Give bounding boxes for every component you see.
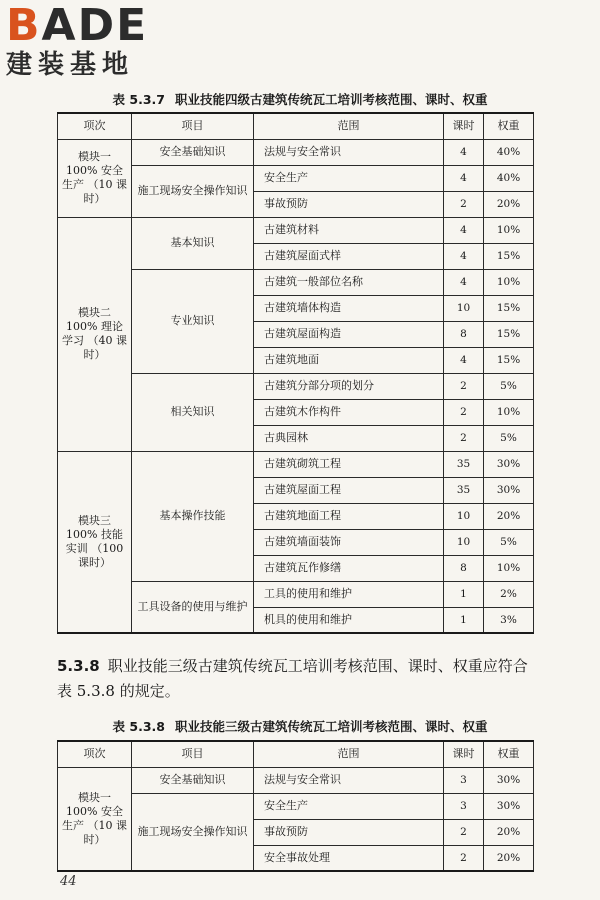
hours-cell: 2 [444,425,484,451]
hours-cell: 4 [444,243,484,269]
hours-cell: 3 [444,767,484,793]
weight-cell: 15% [484,243,534,269]
weight-cell: 2% [484,581,534,607]
weight-cell: 3% [484,607,534,633]
weight-cell: 40% [484,139,534,165]
range-cell: 古建筑地面 [254,347,444,373]
table2-caption [0,717,600,735]
hours-cell: 4 [444,347,484,373]
table2-number: 表 5.3.8 [112,719,165,734]
project-cell: 相关知识 [132,373,254,451]
range-cell: 安全生产 [254,793,444,819]
table2-title: 职业技能三级古建筑传统瓦工培训考核范围、课时、权重 [174,719,488,734]
bade-logo [6,0,176,80]
table-row [58,139,534,165]
module-cell: 模块三 100% 技能实训 （100 课时） [58,451,132,633]
range-cell: 古典园林 [254,425,444,451]
range-cell: 安全事故处理 [254,845,444,871]
project-cell: 工具设备的使用与维护 [132,581,254,633]
table1-number: 表 5.3.7 [112,92,165,107]
table1-header-cell: 课时 [444,113,484,139]
hours-cell: 1 [444,607,484,633]
hours-cell: 2 [444,191,484,217]
weight-cell: 10% [484,269,534,295]
hours-cell: 10 [444,529,484,555]
range-cell: 古建筑砌筑工程 [254,451,444,477]
weight-cell: 40% [484,165,534,191]
weight-cell: 10% [484,555,534,581]
weight-cell: 10% [484,399,534,425]
range-cell: 法规与安全常识 [254,767,444,793]
hours-cell: 8 [444,555,484,581]
project-cell: 施工现场安全操作知识 [132,793,254,871]
table1-header-cell: 权重 [484,113,534,139]
weight-cell: 5% [484,529,534,555]
table2-header-row [58,741,534,767]
project-cell: 安全基础知识 [132,139,254,165]
table1-title: 职业技能四级古建筑传统瓦工培训考核范围、课时、权重 [174,92,488,107]
project-cell: 基本操作技能 [132,451,254,581]
section-number: 5.3.8 [57,657,100,675]
weight-cell: 10% [484,217,534,243]
hours-cell: 8 [444,321,484,347]
weight-cell: 30% [484,477,534,503]
range-cell: 古建筑材料 [254,217,444,243]
hours-cell: 4 [444,139,484,165]
hours-cell: 2 [444,399,484,425]
table1-caption [0,90,600,108]
logo-mark-accent: B [6,0,42,51]
weight-cell: 15% [484,295,534,321]
table1-header-cell: 项次 [58,113,132,139]
module-cell: 模块一 100% 安全生产 （10 课时） [58,139,132,217]
hours-cell: 2 [444,845,484,871]
hours-cell: 4 [444,165,484,191]
hours-cell: 2 [444,819,484,845]
table2-header-cell: 课时 [444,741,484,767]
project-cell: 专业知识 [132,269,254,373]
section-paragraph [57,654,537,704]
table-row [58,451,534,477]
table-row [58,217,534,243]
table2 [57,740,534,872]
page-number: 44 [60,874,77,889]
weight-cell: 5% [484,425,534,451]
module-cell: 模块二 100% 理论学习 （40 课时） [58,217,132,451]
range-cell: 事故预防 [254,819,444,845]
range-cell: 工具的使用和维护 [254,581,444,607]
hours-cell: 4 [444,217,484,243]
project-cell: 基本知识 [132,217,254,269]
hours-cell: 10 [444,295,484,321]
range-cell: 古建筑一般部位名称 [254,269,444,295]
table1-header-cell: 范围 [254,113,444,139]
range-cell: 法规与安全常识 [254,139,444,165]
table1-header-row [58,113,534,139]
hours-cell: 35 [444,451,484,477]
logo-subtitle: 建装基地 [6,50,135,80]
range-cell: 事故预防 [254,191,444,217]
weight-cell: 30% [484,793,534,819]
range-cell: 安全生产 [254,165,444,191]
table1-header-cell: 项目 [132,113,254,139]
table2-header-cell: 项目 [132,741,254,767]
hours-cell: 35 [444,477,484,503]
project-cell: 施工现场安全操作知识 [132,165,254,217]
table-row [58,767,534,793]
range-cell: 古建筑屋面工程 [254,477,444,503]
weight-cell: 20% [484,845,534,871]
hours-cell: 10 [444,503,484,529]
weight-cell: 15% [484,347,534,373]
table2-header-cell: 范围 [254,741,444,767]
table2-header-cell: 权重 [484,741,534,767]
table1 [57,112,534,634]
range-cell: 古建筑墙体构造 [254,295,444,321]
hours-cell: 1 [444,581,484,607]
weight-cell: 30% [484,767,534,793]
weight-cell: 20% [484,191,534,217]
section-text: 职业技能三级古建筑传统瓦工培训考核范围、课时、权重应符合表 5.3.8 的规定。 [57,657,528,700]
logo-mark-rest: ADE [41,0,149,51]
weight-cell: 15% [484,321,534,347]
hours-cell: 4 [444,269,484,295]
range-cell: 古建筑分部分项的划分 [254,373,444,399]
weight-cell: 5% [484,373,534,399]
logo-mark [6,0,176,51]
range-cell: 古建筑瓦作修缮 [254,555,444,581]
range-cell: 古建筑木作构件 [254,399,444,425]
range-cell: 古建筑屋面构造 [254,321,444,347]
range-cell: 古建筑地面工程 [254,503,444,529]
weight-cell: 30% [484,451,534,477]
range-cell: 古建筑屋面式样 [254,243,444,269]
module-cell: 模块一 100% 安全生产 （10 课时） [58,767,132,871]
hours-cell: 2 [444,373,484,399]
project-cell: 安全基础知识 [132,767,254,793]
hours-cell: 3 [444,793,484,819]
table2-header-cell: 项次 [58,741,132,767]
range-cell: 机具的使用和维护 [254,607,444,633]
range-cell: 古建筑墙面装饰 [254,529,444,555]
weight-cell: 20% [484,819,534,845]
weight-cell: 20% [484,503,534,529]
